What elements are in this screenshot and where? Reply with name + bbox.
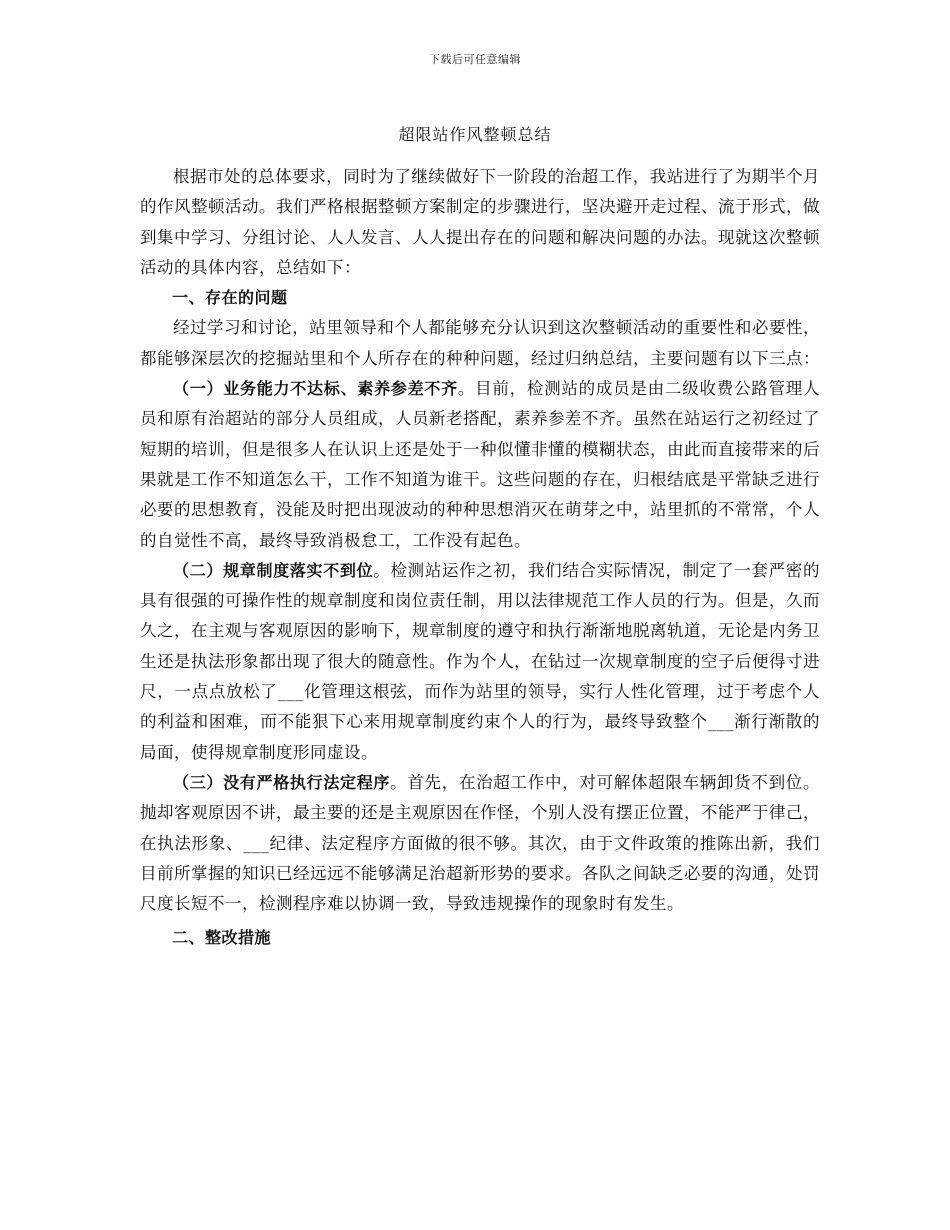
problem-item-2 [140, 556, 820, 768]
problem-item-1-heading: （一）业务能力不达标、素养参差不齐 [173, 379, 458, 399]
problem-item-1 [140, 374, 820, 556]
document-title: 超限站作风整顿总结 [398, 125, 552, 144]
page-header: 下载后可任意编辑 [429, 53, 521, 66]
problems-intro-paragraph: 经过学习和讨论，站里领导和个人都能够充分认识到这次整顿活动的重要性和必要性，都能够深层次的挖掘站里和个人所存在的种种问题，经过归纳总结，主要问题有以下三点： [140, 318, 820, 368]
section-heading-problems: 一、存在的问题 [172, 288, 288, 308]
problem-item-3 [140, 768, 820, 919]
problem-item-2-heading: （二）规章制度落实不到位 [173, 560, 374, 580]
problem-item-1-text: 。目前，检测站的成员是由二级收费公路管理人员和原有治超站的部分人员组成，人员新老搭配，素养参差不齐。虽然在站运行之初经过了短期的培训，但是很多人在认识上还是处于一种似懂非懂的模糊状态，由此而直接带来的后果就是工作不知道怎么干，工作不知道为谁干。这些问题的存在，归根结底是平常缺乏进行必要的思想教育，没能及时把出现波动的种种思想消灭在萌芽之中，站里抓的不常常，个人的自觉性不高，最终导致消极怠工，工作没有起色。 [140, 379, 820, 550]
section-heading-measures: 二、整改措施 [172, 928, 272, 948]
document-body [140, 162, 820, 954]
intro-paragraph: 根据市处的总体要求，同时为了继续做好下一阶段的治超工作，我站进行了为期半个月的作风整顿活动。我们严格根据整顿方案制定的步骤进行，坚决避开走过程、流于形式，做到集中学习、分组讨论、人人发言、人人提出存在的问题和解决问题的办法。现就这次整顿活动的具体内容，总结如下： [140, 167, 820, 277]
problem-item-2-text: 。检测站运作之初，我们结合实际情况，制定了一套严密的具有很强的可操作性的规章制度和岗位责任制，用以法律规范工作人员的行为。但是，久而久之，在主观与客观原因的影响下，规章制度的遵守和执行渐渐地脱离轨道，无论是内务卫生还是执法形象都出现了很大的随意性。作为个人，在钻过一次规章制度的空子后便得寸进尺，一点点放松了___化管理这根弦，而作为站里的领导，实行人性化管理，过于考虑个人的利益和困难，而不能狠下心来用规章制度约束个人的行为，最终导致整个___渐行渐散的局面，使得规章制度形同虚设。 [140, 560, 820, 762]
problem-item-3-heading: （三）没有严格执行法定程序 [173, 772, 391, 792]
problem-item-3-text: 。首先，在治超工作中，对可解体超限车辆卸货不到位。抛却客观原因不讲，最主要的还是主观原因在作怪，个别人没有摆正位置，不能严于律己，在执法形象、___纪律、法定程序方面做的很不够。其次，由于文件政策的推陈出新，我们目前所掌握的知识已经远远不能够满足治超新形势的要求。各队之间缺乏必要的沟通，处罚尺度长短不一，检测程序难以协调一致，导致违规操作的现象时有发生。 [140, 772, 820, 914]
